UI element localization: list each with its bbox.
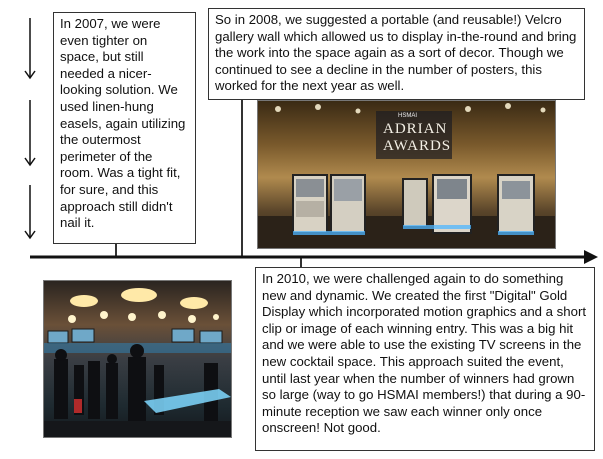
arrow-down-icon <box>25 100 35 165</box>
sign-awards: AWARDS <box>383 138 452 154</box>
panel-2010-text: In 2010, we were challenged again to do something new and dynamic. We created the first "Digital" Gold Display which incorporated motion graphics and a short clip or image of each winning entry. This was a big hit and we were able to use the existing TV screens in the new cocktail space. This approach suited the event, until last year when the number of winners had grown so large (way to go HSMAI members!) that during a 90-minute reception we saw each winner only once onscreen! Not good. <box>262 271 586 436</box>
panel-2007-text: In 2007, we were even tighter on space, but still needed a nicer-looking solution. We used linen-hung easels, again utilizing the outermost perimeter of the room. Was a tight fit, for sure, and this approach still didn't nail it. <box>60 16 186 231</box>
sign-adrian: ADRIAN <box>383 121 448 137</box>
panel-2008-text: So in 2008, we suggested a portable (and reusable!) Velcro gallery wall which allowed us to display in-the-round and bring the work into the space again as a sort of decor. Though we continued to see a decline in the number of posters, this worked for the next year as well. <box>215 12 577 94</box>
panel-2007 <box>53 12 196 244</box>
sign-hsmai: HSMAI <box>398 113 418 119</box>
arrow-down-icon <box>25 185 35 238</box>
arrow-down-icon <box>25 18 35 78</box>
panel-2008 <box>208 8 585 100</box>
left-arrows <box>0 0 60 260</box>
panel-2010 <box>255 267 595 451</box>
photo-2010-digital-display <box>43 280 232 438</box>
photo-2008-gallery-wall <box>257 100 556 249</box>
connector-2008 <box>241 100 243 258</box>
